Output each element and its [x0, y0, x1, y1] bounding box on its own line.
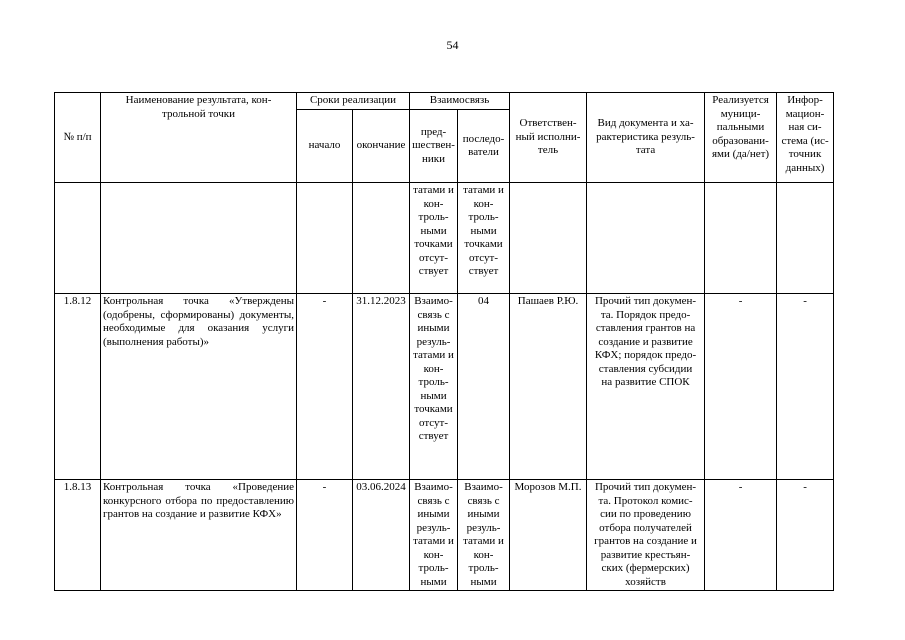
row-predecessors: Взаимо- связь с иными резуль- татами и кон- троль- ными [410, 480, 458, 591]
header-info-system: Инфор- мацион- ная си- стема (ис- точник данных) [777, 93, 834, 183]
header-responsible: Ответствен- ный исполни- тель [510, 93, 587, 183]
row-start [297, 183, 353, 294]
header-terms: Сроки реализации [297, 93, 410, 110]
page-number: 54 [446, 38, 459, 52]
header-row-top [55, 93, 834, 110]
row-end: 31.12.2023 [353, 294, 410, 480]
row-responsible: Морозов М.П. [510, 480, 587, 591]
header-start: начало [297, 110, 353, 183]
row-municipal: - [705, 294, 777, 480]
row-num: 1.8.12 [55, 294, 101, 480]
header-name: Наименование результата, кон- трольной точки [101, 93, 297, 183]
row-doc-type [587, 183, 705, 294]
header-successors: последо- ватели [458, 110, 510, 183]
row-doc-type: Прочий тип докумен- та. Порядок предо- ставления грантов на создание и развитие КФХ; порядок предо- ставления субсидии на развитие СПОК [587, 294, 705, 480]
row-info-system: - [777, 480, 834, 591]
row-responsible [510, 183, 587, 294]
row-predecessors: татами и кон- троль- ными точками отсут- ствует [410, 183, 458, 294]
row-name [101, 183, 297, 294]
table-row [55, 480, 834, 591]
table-row [55, 294, 834, 480]
row-successors: татами и кон- троль- ными точками отсут- ствует [458, 183, 510, 294]
row-successors: Взаимо- связь с иными резуль- татами и кон- троль- ными [458, 480, 510, 591]
row-info-system [777, 183, 834, 294]
header-num: № п/п [55, 93, 101, 183]
row-responsible: Пашаев Р.Ю. [510, 294, 587, 480]
row-info-system: - [777, 294, 834, 480]
results-table [54, 92, 834, 591]
header-doc-type: Вид документа и ха- рактеристика резуль- тата [587, 93, 705, 183]
table-row [55, 183, 834, 294]
header-end: окончание [353, 110, 410, 183]
row-start: - [297, 294, 353, 480]
row-num [55, 183, 101, 294]
header-predecessors: пред- шествен- ники [410, 110, 458, 183]
row-end: 03.06.2024 [353, 480, 410, 591]
header-municipal: Реализуется муници- пальными образовани- ями (да/нет) [705, 93, 777, 183]
header-relation: Взаимосвязь [410, 93, 510, 110]
row-successors: 04 [458, 294, 510, 480]
row-municipal: - [705, 480, 777, 591]
row-num: 1.8.13 [55, 480, 101, 591]
row-start: - [297, 480, 353, 591]
row-municipal [705, 183, 777, 294]
row-name: Контрольная точка «Проведение конкурсного отбора по предоставлению грантов на создание и развитие КФХ» [101, 480, 297, 591]
row-end [353, 183, 410, 294]
row-predecessors: Взаимо- связь с иными резуль- татами и кон- троль- ными точками отсут- ствует [410, 294, 458, 480]
row-name: Контрольная точка «Утверждены (одобрены, сформированы) документы, необходимые для оказания услуги (выполнения работы)» [101, 294, 297, 480]
row-doc-type: Прочий тип докумен- та. Протокол комис- сии по проведению отбора получателей грантов на создание и развитие крестьян- ских (фермерских) хозяйств [587, 480, 705, 591]
